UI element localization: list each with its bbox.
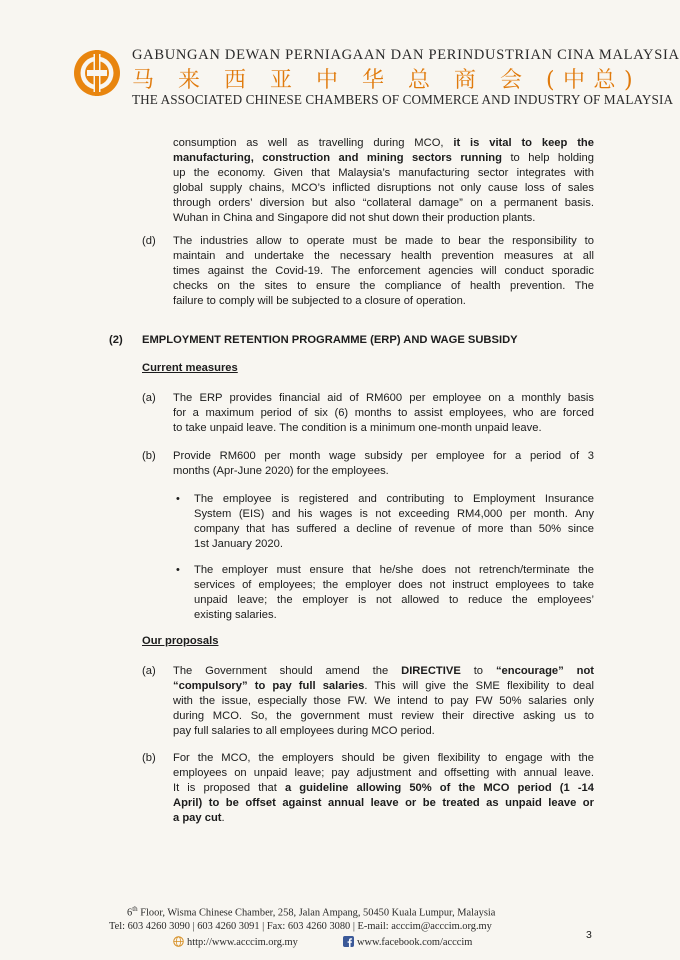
current-a-text: The ERP provides financial aid of RM600 per employee on a monthly basis for a maximum period of six (6) months to assist employees, who are forced to take unpaid leave. The condition is a minimum one-month unpaid leave. [173, 392, 594, 434]
org-name-english: THE ASSOCIATED CHINESE CHAMBERS OF COMMERCE AND INDUSTRY OF MALAYSIA [132, 92, 674, 107]
proposal-a-text: The Government should amend the DIRECTIVE to “encourage” not “compulsory” to pay full salaries. This will give the SME flexibility to deal with the issue, especially those FW. We intend to pay FW 50% salaries only during MCO. So, the government must review their directive asking us to pay full salaries to all employees during MCO period. [173, 665, 595, 737]
footer-contact: Tel: 603 4260 3090 | 603 4260 3091 | Fax: 603 4260 3080 | E-mail: acccim@acccim.org.my [109, 921, 492, 932]
current-b-text: Provide RM600 per month wage subsidy per employee for a period of 3 months (Apr-June 2020) for the employees. [173, 450, 594, 477]
bullet-1-text: The employee is registered and contributing to Employment Insurance System (EIS) and his wages is not exceeding RM4,000 per month. Any company that has suffered a decline of revenue of more than 50% since 1st January 2020. [194, 493, 594, 550]
proposal-b-text: For the MCO, the employers should be given flexibility to engage with the employees on unpaid leave; pay adjustment and offsetting with annual leave. It is proposed that a guideline allowing 50% of the MCO period (1 -14 April) to be offset against annual leave or be treated as unpaid leave or a pay cut. [173, 752, 594, 824]
proposal-a-marker: (a) [142, 665, 156, 677]
intro-line: consumption as well as travelling during MCO, it is vital to keep the [173, 137, 594, 149]
acccim-logo [72, 48, 122, 98]
org-name-malay: GABUNGAN DEWAN PERNIAGAAN DAN PERINDUSTRIAN CINA MALAYSIA [132, 47, 680, 63]
para-d-marker: (d) [142, 235, 156, 247]
footer-facebook-link[interactable]: www.facebook.com/acccim [343, 936, 472, 948]
intro-line: Wuhan in China and Singapore did not shut down their production plants. [173, 212, 536, 224]
intro-line: global supply chains, MCO’s inflicted disruptions not only cause loss of sales [173, 182, 594, 194]
globe-icon [173, 936, 184, 947]
intro-line: manufacturing, construction and mining sectors running to help holding [173, 152, 594, 164]
intro-line: up the economy. Given that Malaysia’s manufacturing sector integrates with [173, 167, 594, 179]
section-title: EMPLOYMENT RETENTION PROGRAMME (ERP) AND WAGE SUBSIDY [142, 334, 518, 346]
page-number: 3 [586, 929, 592, 941]
bullet-2-text: The employer must ensure that he/she does not retrench/terminate the services of employees; the employer does not instruct employees to take unpaid leave; the employer is not allowed to reduce the employees’ existing salaries. [194, 564, 594, 621]
facebook-icon [343, 936, 354, 947]
footer-address: 6th Floor, Wisma Chinese Chamber, 258, Jalan Ampang, 50450 Kuala Lumpur, Malaysia [127, 905, 496, 919]
proposal-b-marker: (b) [142, 752, 156, 764]
bullet-dot: • [176, 493, 180, 505]
section-number: (2) [109, 334, 123, 346]
org-name-chinese: 马 来 西 亚 中 华 总 商 会 (中总) [132, 68, 642, 93]
current-a-marker: (a) [142, 392, 156, 404]
footer-website-link[interactable]: http://www.acccim.org.my [173, 936, 298, 948]
bullet-dot: • [176, 564, 180, 576]
our-proposals-heading: Our proposals [142, 635, 219, 647]
current-measures-heading: Current measures [142, 362, 238, 374]
para-d-text: The industries allow to operate must be made to bear the responsibility to maintain and undertake the necessary health prevention measures at all times against the Covid-19. The enforcement agencies will conduct sporadic checks on the sites to ensure the compliance of health prevention. The failure to comply will be subjected to a closure of operation. [173, 235, 594, 307]
current-b-marker: (b) [142, 450, 156, 462]
intro-line: through orders’ diversion but also “collateral damage” on a permanent basis. [173, 197, 594, 209]
intro-paragraph [173, 136, 594, 226]
